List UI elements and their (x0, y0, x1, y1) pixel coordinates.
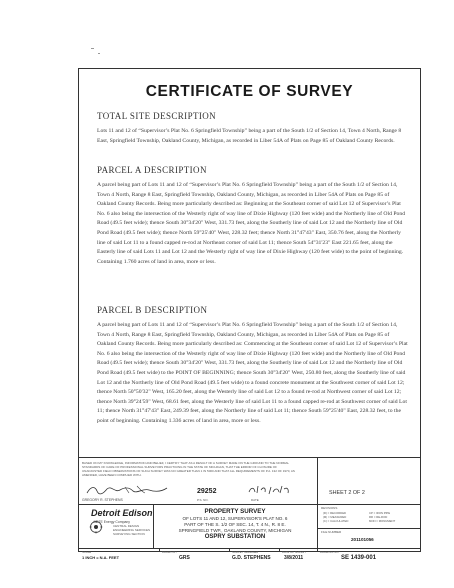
plan-description-line: SPRINGFIELD TWP., OAKLAND COUNTY, MICHIGAN (178, 528, 292, 533)
dte-logo-icon (85, 520, 107, 534)
surveyor-signature (85, 485, 169, 495)
scale-label: SCALE (82, 550, 92, 554)
plan-title: PROPERTY SURVEY (204, 508, 266, 515)
scan-speck (91, 48, 94, 49)
survey-sheet (78, 68, 421, 561)
title-block-divider (159, 548, 160, 551)
drawn-by-value: GRS (179, 555, 190, 561)
legend-left (323, 511, 348, 523)
title-block (79, 457, 420, 561)
department-line: ENGINEERING SERVICES (113, 528, 150, 532)
title-block-divider (317, 528, 420, 529)
signer-name: GREGORY R. STEPHENS (82, 498, 123, 502)
scan-speck (98, 53, 100, 54)
legend-entry: (R) = RECORDED (323, 511, 347, 515)
title-block-divider (279, 548, 280, 551)
total-site-text: Lots 11 and 12 of “Supervisor’s Plat No. 6 Springfield Township” being a part of the South 1/2 of Section 14, Town 4 North, Range 8 East, Springfield Township, Oakland County, Michigan, as recorded in Liber 54A of Plats on Page 85 of Oakland County Records. (97, 128, 402, 144)
department-line: CENTRAL DESIGN (113, 524, 140, 528)
parcel-b-text: A parcel being part of Lots 11 and 12 of “Supervisor’s Plat No. 6 Springfield Township” being a part of the South 1/2 of Section 14, Town 4 North, Range 8 East, Springfield Township, Oakland County, Michigan, as recorded in Liber 54A of Plats on Page 85 of Oakland County Records. Being more particularly described as: Commencing at the Southeast corner of said Lot 12 of Supervisor’s Plat No. 6 also being the intersection of the Westerly right of way line of Dixie Highway (120 feet wide) and the Northerly line of Old Pond Road (49.5 feet wide); thence South 30°34'20" West, 331.73 feet, along the Southerly line of said Lot 12 and the Northerly line of Old Pond Road (49.5 feet wide) to the POINT OF BEGINNING; thence South 30°34'20" West, 250.80 feet, along the Southerly line of said Lot 12 and the Northerly line of Old Pond Road (49.5 feet wide) to a found concrete monument at the Southwest corner of said Lot 12; thence North 50°50'32" West, 165.20 feet, along the Westerly line of said Lot 12 to a found re-rod at Northwest corner of said Lot 12; thence North 39°24'59" West, 68.61 feet, along the Westerly line of said Lot 11 to a found capped re-rod at Southwest corner of said Lot 11; thence North 31°47'43" East, 249.39 feet, along the Northerly line of said Lot 11; thence South 59°25'40" East, 228.32 feet, to the point of beginning. Containing 1.336 acres of land in area, more or less. (97, 322, 408, 424)
title-block-divider (153, 504, 154, 548)
legend-right (369, 511, 395, 523)
company-name: Detroit Edison (91, 508, 153, 518)
legend-entry: MON = MONUMENT (369, 519, 396, 523)
parcel-a-text: A parcel being part of Lots 11 and 12 of “Supervisor’s Plat No. 6 Springfield Township” being a part of the South 1/2 of Section 14, Town 4 North, Range 8 East, Springfield Township, Oakland County, Michigan, as recorded in Liber 54A of Plats on Page 85 of Oakland County Records. Being more particularly described as: Beginning at the Southeast corner of said Lot 12 of Supervisor’s Plat No. 6 also being the intersection of the Westerly right of way line of Dixie Highway (120 feet wide) and the Northerly line of Old Pond Road (49.5 feet wide); thence South 30°34'20" West, 331.73 feet, along the Southerly line of said Lot 12 and the Northerly line of Old Pond Road (49.5 feet wide); thence North 59°25'40" West, 228.32 feet; thence North 31°47'43" East, 350.76 feet, along the Northerly line of said Lot 11 to a found capped re-rod at Northeast corner of said Lot 11; thence South 54°31'23" East 221.65 feet, along the Easterly line of said Lots 11 and Lot 12 and the Westerly right of way line of Dixie Highway (120 feet wide) to the point of beginning. Containing 1.760 acres of land in area, more or less. (97, 182, 406, 265)
title-block-divider (317, 458, 318, 551)
plan-description-line: OF LOTS 11 AND 12, SUPERVISOR'S PLAT NO. 6 (182, 516, 288, 521)
survey-manager-value: G.D. STEPHENS (232, 555, 271, 561)
sheet-number: SHEET 2 OF 2 (329, 490, 365, 496)
legend-entry: (M) = MEASURED (323, 515, 347, 519)
section-heading-parcel-a: PARCEL A DESCRIPTION (97, 165, 207, 175)
substation-name: OSPRY SUBSTATION (204, 534, 266, 540)
license-label: P.S. NO. (197, 498, 209, 502)
legend-entry: RR = RE-ROD (369, 515, 388, 519)
date-label: DATE (251, 498, 259, 502)
drawing-number: SE 1439-001 (341, 555, 377, 561)
department (113, 524, 150, 536)
revisions-label: REVISIONS (321, 506, 338, 510)
company-tagline: A DTE Energy Company (93, 520, 130, 524)
license-number: 29252 (197, 488, 217, 495)
title-block-divider (229, 548, 230, 551)
drawn-by-label: DRAWN BY (162, 550, 177, 554)
date-of-survey-value: 3/8/2011 (284, 555, 304, 561)
surveyor-certification: BASED ON MY KNOWLEDGE, INFORMATION AND BELIEF, I CERTIFY THAT AS A RESULT OF A SURVEY MADE ON THE GROUND TO THE NORMAL STANDARDS OF CARE OF PROFESSIONAL SURVEYORS PRACTICING IN THE STATE OF MICHIGAN, THAT THE ERROR OF CLOSURE OF UNADJUSTED FIELD OBSERVATIONS OF SUCH SURVEY WAS NO GREATER THAN 1 IN 5000 AND THAT ALL REQUIREMENTS OF P.A. 132 OF 1970, AS AMENDED, HAVE BEEN COMPLIED WITH. (82, 461, 295, 477)
scale-value: 1 INCH = N.A. FEET (82, 555, 120, 560)
title-block-divider (79, 548, 420, 549)
survey-manager-label: SURVEY MANAGER (232, 550, 259, 554)
plan-description-line: PART OF THE S. 1/2 OF SEC. 14, T. 4 N., R. 8 E. (184, 522, 286, 527)
legend-entry: CP = IRON PIPE (369, 511, 391, 515)
file-number: 201101056 (351, 537, 374, 542)
section-heading-parcel-b: PARCEL B DESCRIPTION (97, 305, 208, 315)
file-number-label: FILE NUMBER (321, 530, 342, 534)
title-block-divider (79, 504, 420, 505)
drawing-number-label: DRAWING NO. (320, 550, 340, 554)
section-heading-total-site: TOTAL SITE DESCRIPTION (97, 111, 217, 121)
legend-entry: (C) = CALCULATED (323, 519, 349, 523)
plan-description (155, 516, 315, 534)
date-of-survey-label: DATE OF SURVEY (282, 550, 307, 554)
document-title: CERTIFICATE OF SURVEY (145, 83, 354, 100)
department-line: SURVEYING SECTION (113, 532, 145, 536)
handwritten-date (247, 484, 291, 495)
